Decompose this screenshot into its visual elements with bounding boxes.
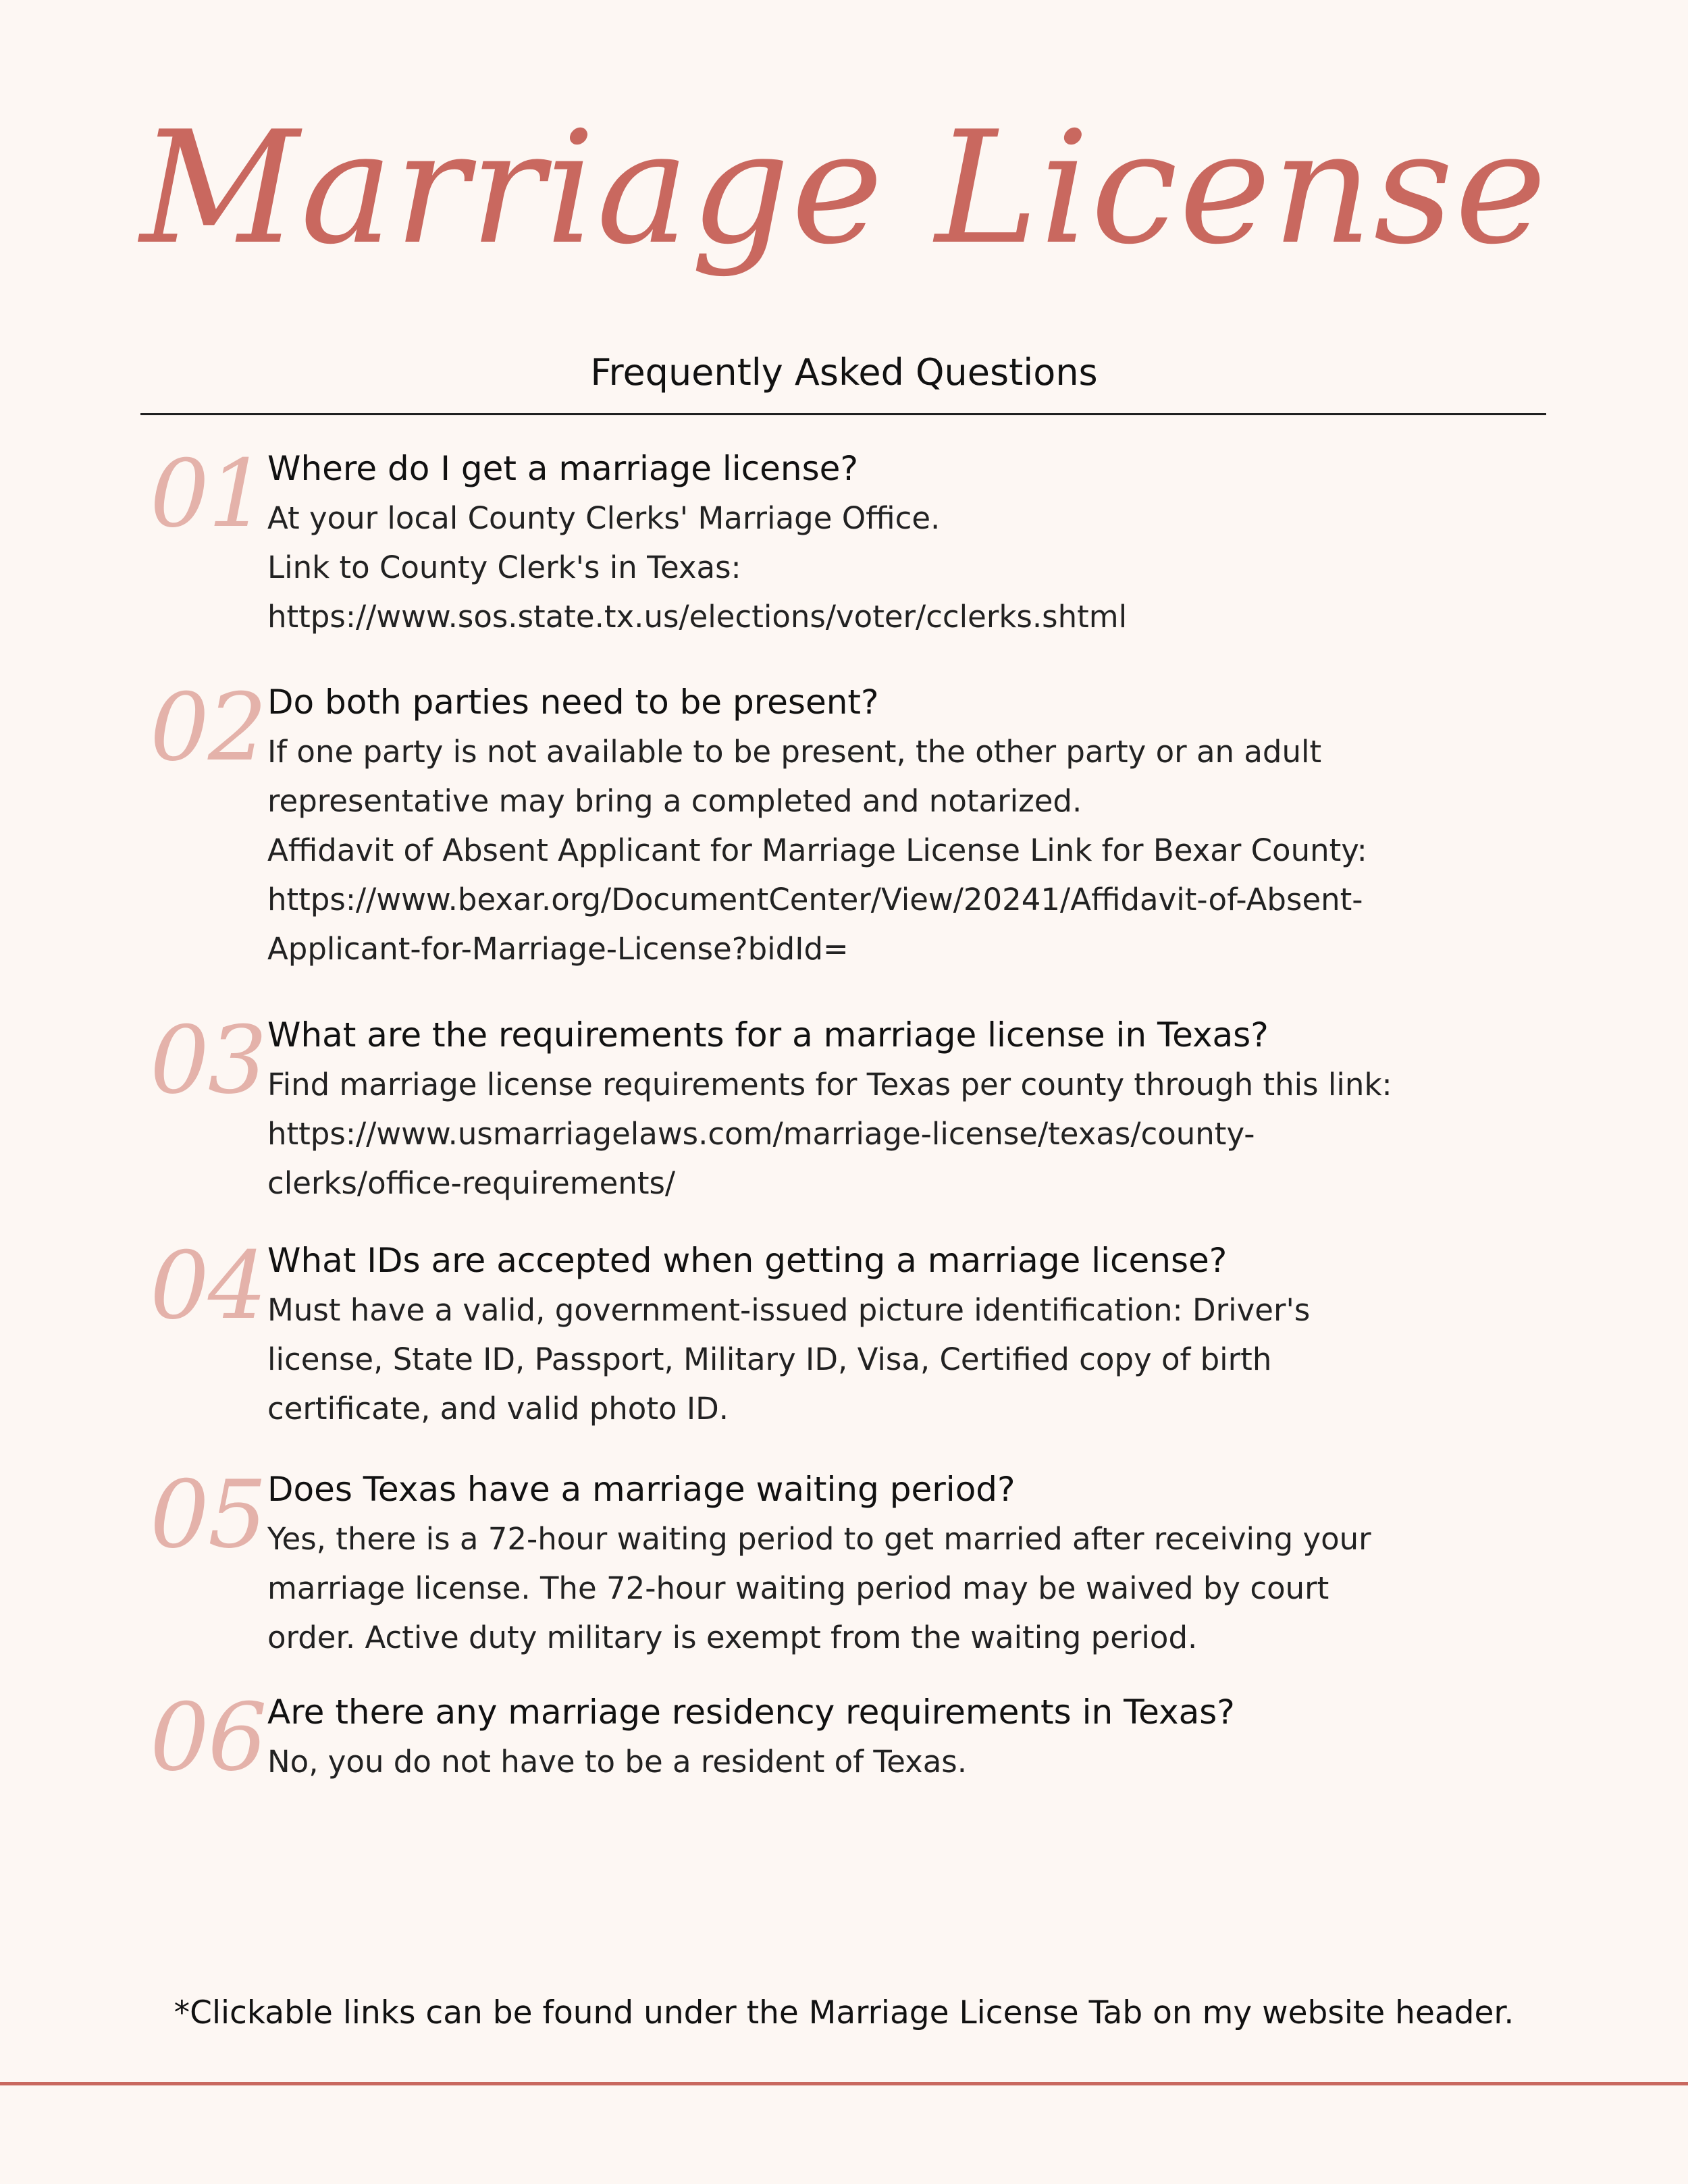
- faq-number: 05: [150, 1460, 266, 1569]
- faq-answer-line: Affidavit of Absent Applicant for Marriage License Link for Bexar County:: [267, 832, 1367, 868]
- header-divider: [140, 413, 1546, 415]
- faq-answer: [267, 1060, 1571, 1208]
- faq-answer-link[interactable]: Applicant-for-Marriage-License?bidId=: [267, 931, 849, 967]
- faq-answer-link[interactable]: clerks/office-requirements/: [267, 1165, 676, 1201]
- faq-answer-line: certificate, and valid photo ID.: [267, 1391, 729, 1427]
- faq-answer-line: order. Active duty military is exempt from the waiting period.: [267, 1620, 1198, 1655]
- faq-answer: [267, 727, 1571, 974]
- faq-answer: [267, 1285, 1571, 1433]
- footer-divider: [0, 2082, 1688, 2085]
- faq-answer-line: license, State ID, Passport, Military ID, Visa, Certified copy of birth: [267, 1341, 1272, 1377]
- faq-answer-link[interactable]: https://www.sos.state.tx.us/elections/voter/cclerks.shtml: [267, 599, 1128, 635]
- faq-question: What IDs are accepted when getting a marriage license?: [267, 1241, 1228, 1280]
- faq-question: What are the requirements for a marriage license in Texas?: [267, 1015, 1269, 1055]
- faq-number: 01: [150, 440, 266, 548]
- faq-answer-link[interactable]: https://www.usmarriagelaws.com/marriage-license/texas/county-: [267, 1116, 1255, 1152]
- faq-question: Does Texas have a marriage waiting period?: [267, 1470, 1016, 1509]
- page-subtitle: Frequently Asked Questions: [590, 351, 1098, 394]
- faq-answer-line: Yes, there is a 72-hour waiting period to get married after receiving your: [267, 1521, 1371, 1557]
- faq-answer: [267, 1514, 1571, 1662]
- faq-number: 04: [150, 1231, 266, 1340]
- faq-question: Where do I get a marriage license?: [267, 449, 858, 488]
- faq-answer-line: If one party is not available to be present, the other party or an adult: [267, 734, 1322, 770]
- faq-answer: [267, 1737, 1571, 1786]
- faq-answer-line: No, you do not have to be a resident of Texas.: [267, 1744, 968, 1780]
- footnote: *Clickable links can be found under the Marriage License Tab on my website header.: [174, 1994, 1514, 2031]
- faq-answer-line: Find marriage license requirements for Texas per county through this link:: [267, 1067, 1392, 1102]
- page-title: Marriage License: [140, 99, 1548, 279]
- faq-question: Do both parties need to be present?: [267, 683, 879, 722]
- faq-answer-link[interactable]: https://www.bexar.org/DocumentCenter/View/20241/Affidavit-of-Absent-: [267, 882, 1363, 917]
- faq-number: 06: [150, 1683, 266, 1792]
- faq-answer: [267, 494, 1571, 641]
- faq-answer-line: At your local County Clerks' Marriage Office.: [267, 500, 941, 536]
- faq-question: Are there any marriage residency requirements in Texas?: [267, 1693, 1235, 1732]
- faq-answer-line: Link to County Clerk's in Texas:: [267, 550, 741, 585]
- faq-number: 02: [150, 673, 266, 782]
- faq-number: 03: [150, 1006, 266, 1115]
- faq-answer-line: Must have a valid, government-issued picture identification: Driver's: [267, 1292, 1311, 1328]
- faq-answer-line: representative may bring a completed and notarized.: [267, 783, 1082, 819]
- faq-answer-line: marriage license. The 72-hour waiting period may be waived by court: [267, 1570, 1329, 1606]
